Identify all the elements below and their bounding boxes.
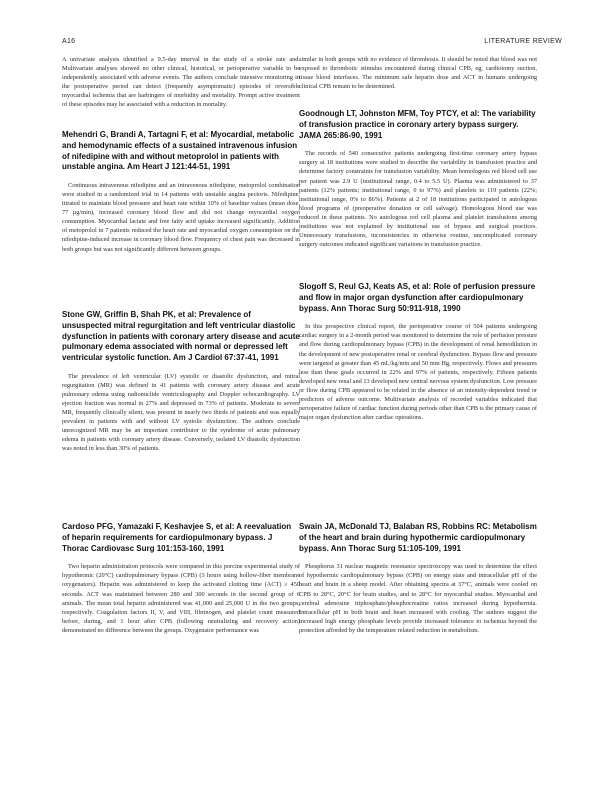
abstract-text: The records of 540 consecutive patients undergoing first-time coronary artery bypass surgery at 18 institutions were studied to describe the variability in transfusion practice and determine factory constraints for transfusion variability. Mean homologous red blood cell use per patient was 2.9 U (institutional range, 0.4 to 5.5 U). Plasma was administered to 37 patients (12% patients; institutional range, 0 to 97%) and platelets to 119 patients (22%; institutional range, 0% to 86%). Patients at 2 of 18 institutions participated in autologous blood programs of (preoperative donation or cell salvage). Homologous blood use was reduced in these patients. No autologous red cell plasma and platelet transfusions among institutions was not explained by institutional use of bypass and surgical practices. Unnecessary transfusions, inconsistencies in otherwise routine, uncomplicated coronary surgery outcomes indicated significant variations in transfusion practice. <box>299 150 537 248</box>
article-goodnough <box>299 109 537 249</box>
abstract-text: The prevalence of left ventricular (LV) systolic or diastolic dysfunction, and mitral regurgitation (MR) was defined in 41 patients with coronary artery disease and acute pulmonary edema using radionuclide ventriculography and Doppler echocardiography. LV ejection fraction was normal in 27% and depressed in 73% of patients. Moderate to severe MR, frequently clinically silent, was present in nearly two thirds of patients and was equally prevalent in patients with and without LV systolic dysfunction. The authors conclude unrecognized MR may be an important contributor to the syndrome of acute pulmonary edema in patients with coronary artery disease. Conversely, isolated LV diastolic dysfunction was noted in less than 30% of patients. <box>62 372 300 453</box>
continued-abstract <box>299 55 537 91</box>
abstract-text: In this prospective clinical report, the perioperative course of 504 patients undergoing cardiac surgery in a 2-month period was monitored to determine the role of perfusion pressure and flow during cardiopulmonary bypass (CPB) in the development of renal hemodilution in the development of new postoperative renal or cerebral dysfunction. Bypass flow and pressure were targeted at greater than 45 mL/kg/min and 50 mm Hg, respectively. Flows and pressures less than these goals occurred in 22% and 97% of patients, respectively. Fifteen patients developed new renal and 13 developed new central nervous system dysfunction. Low pressure or flow during CPB appeared to be related in the absence of an intensity-dependent trend or predictors of adverse outcome. Multivariate analysis of recorded variables indicated that perioperative failure of cardiac function during periods other than CPB is the primary cause of major organ dysfunction after cardiac operations. <box>299 323 537 421</box>
abstract-text: similar in both groups with no evidence of thrombosis. It should be noted that blood was not exposed to thrombotic stimulus encountered during clinical CPB, eg, cardiotomy suction, tissue blood interfaces. The minimum safe heparin dose and ACT in humans undergoing clinical CPB remain to be determined. <box>299 56 537 91</box>
article-mehendri <box>62 130 300 254</box>
article-citation: Mehendri G, Brandi A, Tartagni F, et al: Myocardial, metabolic and hemodynamic effects of a sustained intravenous infusion of nifedipine with and without metoprolol in patients with unstable angina. Am Heart J 121:44-51, 1991 <box>62 130 298 172</box>
article-stone <box>62 310 300 453</box>
abstract-text: Phosphorus 31 nuclear magnetic resonance spectroscopy was used to determine the effect of hypothermic cardiopulmonary bypass (CPB) on energy state and intracellular pH of the heart and brain in a sheep model. After obtaining spectra at 37°C, animals were cooled on CPB to 28°C, 20°C for brain studies, and to 28°C for myocardial studies. Myocardial and cerebral adenosine triphosphate/phosphocreatine ratios increased during hypothermia. Intracellular pH in both brain and heart increased with cooling. The authors suggest the increased high energy phosphate levels provide increased tolerance to ischemia beyond the protection afforded by the temperature related reduction in metabolism. <box>299 563 537 634</box>
article-citation: Swain JA, McDonald TJ, Balaban RS, Robbins RC: Metabolism of the heart and brain during hypothermic cardiopulmonary bypass. Ann Thorac Surg 51:105-109, 1991 <box>299 522 537 553</box>
abstract-text: A univariate analysis identified a 9.5-day interval in the study of a stroke rate and. Multivariate analyses showed no other clinical, historical, or perioperative variable to be independently associated with adverse events. The authors conclude intensive monitoring in the postoperative period can detect (frequently asymptomatic) episodes of reversible myocardial ischemia that are harbingers of morbidity and mortality. Prompt active treatment of these episodes may be associated with a reduction in mortality. <box>62 56 300 109</box>
page-number: A16 <box>62 38 76 45</box>
abstract-text: Two heparin administration protocols were compared in this porcine experimental study of hypothermic (20°C) cardiopulmonary bypass (CPB) (3 hours using hollow-fiber membrane oxygenators). Heparin was administered to keep the activated clotting time (ACT) ≥ 450 seconds. ACT was maintained between 280 and 300 seconds in the second group of 6 animals. The mean total heparin administered was 41,000 and 25,000 U in the two groups, respectively. Coagulation factors II, V, and VIII, fibrinogen, and platelet count measured before, during, and 1 hour after CPB (following neutralizing and recovery action) demonstrated no difference between the groups. Oxygenator performance was <box>62 563 300 634</box>
article-slogoff <box>299 282 537 422</box>
article-citation: Stone GW, Griffin B, Shah PK, et al: Prevalence of unsuspected mitral regurgitation and left ventricular diastolic dysfunction in patients with coronary artery disease and acute pulmonary edema associated with normal or depressed left ventricular systolic function. Am J Cardiol 67:37-41, 1991 <box>62 310 300 363</box>
article-citation: Slogoff S, Reul GJ, Keats AS, et al: Role of perfusion pressure and flow in major organ dysfunction after cardiopulmonary bypass. Ann Thorac Surg 50:911-918, 1990 <box>299 282 536 313</box>
article-citation: Goodnough LT, Johnston MFM, Toy PTCY, et al: The variability of transfusion practice in coronary artery bypass surgery. JAMA 265:86-90, 1991 <box>299 109 536 140</box>
article-swain <box>299 522 537 635</box>
section-title: LITERATURE REVIEW <box>484 38 562 45</box>
article-citation: Cardoso PFG, Yamazaki F, Keshavjee S, et al: A reevaluation of heparin requirements for cardiopulmonary bypass. J Thorac Cardiovasc Surg 101:153-160, 1991 <box>62 522 292 553</box>
article-cardoso <box>62 522 300 635</box>
continued-abstract <box>62 55 300 109</box>
abstract-text: Continuous intravenous nifedipine and an intravenous nifedipine, metoprolol combination were studied in a randomized trial in 14 patients with unstable angina pectoris. Nifedipine, titrated to maintain blood pressure and heart rate within 10% of baseline values (mean dose, 77 µg/min), increased coronary blood flow and did not change myocardial oxygen consumption. Myocardial lactate and free fatty acid uptake increased significantly. Addition of metoprolol in 7 patients reduced the heart rate and myocardial oxygen consumption on the nifedipine-induced increase in coronary blood flow. Frequency of chest pain was decreased in both groups but was not significantly different between groups. <box>62 182 300 253</box>
